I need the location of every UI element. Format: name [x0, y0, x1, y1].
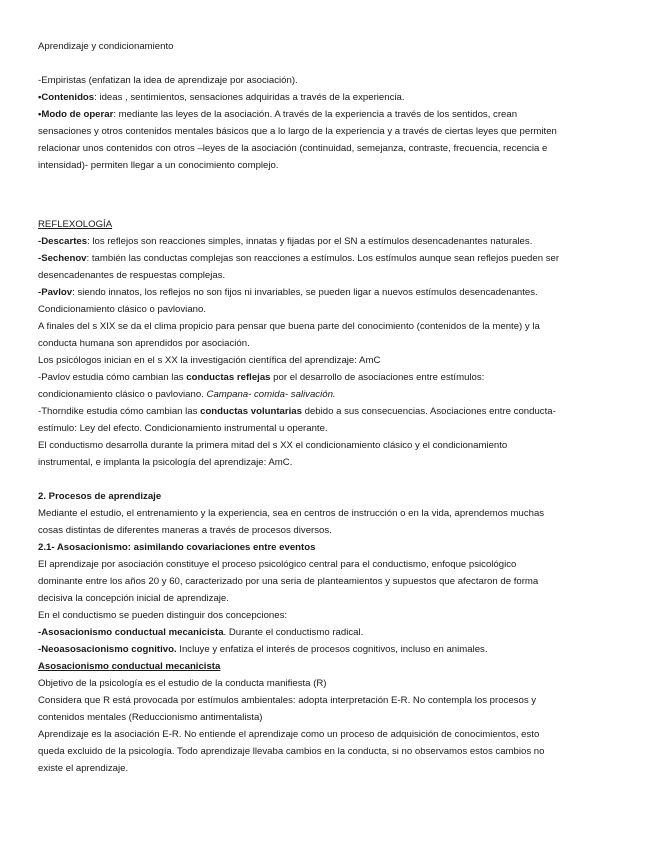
campana-example: Campana- comida- salivación.	[206, 389, 336, 400]
intro-line-empiristas: -Empiristas (enfatizan la idea de aprendizaje por asociación).	[38, 75, 298, 86]
procesos-line-1: Mediante el estudio, el entrenamiento y la experiencia, sea en centros de instrucción o en la vida, aprendemos muchas	[38, 508, 545, 519]
modo-text: : mediante las leyes de la asociación. A través de la experiencia a través de los sentidos, crean	[113, 109, 518, 120]
procesos-line-4: dominante entre los años 20 y 60, caracterizado por una seria de planteamientos y supuestos que afectaron de forma	[38, 576, 539, 587]
reflex-line-8: conducta humana son aprendidos por asociación.	[38, 338, 250, 349]
reflex-line-10a: -Pavlov estudia cómo cambian las	[38, 372, 187, 383]
contenidos-label: •Contenidos	[38, 92, 95, 103]
procesos-line-14: existe el aprendizaje.	[38, 763, 129, 774]
reflex-line-10	[38, 369, 620, 386]
reflex-line-12	[38, 403, 620, 420]
modo-label: •Modo de operar	[38, 109, 114, 120]
descartes-text: : los reflejos son reacciones simples, innatas y fijadas por el SN a estímulos desencadenantes naturales.	[87, 236, 533, 247]
reflex-line-12c: debido a sus consecuencias. Asociaciones entre conducta-	[301, 406, 556, 417]
conductas-reflejas: conductas reflejas	[186, 372, 271, 383]
mecanicista-subheading	[38, 658, 620, 675]
intro-line-contenidos	[38, 89, 620, 106]
procesos-heading	[38, 488, 620, 505]
procesos-line-13: queda excluido de la psicología. Todo aprendizaje llevaba cambios en la conducta, si no observamos estos cambios no	[38, 746, 545, 757]
mecanicista-subheading-text: Asosacionismo conductual mecanicista	[38, 661, 221, 672]
descartes-label: -Descartes	[38, 236, 88, 247]
mecanicista-label: -Asosacionismo conductual mecanicista	[38, 627, 224, 638]
asosacionismo-subheading	[38, 539, 620, 556]
neo-text: Incluye y enfatiza el interés de procesos cognitivos, incluso en animales.	[176, 644, 488, 655]
document-title: Aprendizaje y condicionamiento	[38, 41, 174, 52]
reflex-descartes	[38, 233, 620, 250]
procesos-mecanicista	[38, 624, 620, 641]
pavlov-label: -Pavlov	[38, 287, 73, 298]
procesos-line-6: En el conductismo se pueden distinguir dos concepciones:	[38, 610, 288, 621]
sechenov-text: : también las conductas complejas son reacciones a estímulos. Los estímulos aunque sean reflejos pueden ser	[86, 253, 560, 264]
reflex-line-12a: -Thorndike estudia cómo cambian las	[38, 406, 201, 417]
sechenov-label: -Sechenov	[38, 253, 87, 264]
reflex-line-13: estímulo: Ley del efecto. Condicionamiento instrumental u operante.	[38, 423, 328, 434]
procesos-line-5: decisiva la concepción inicial de aprendizaje.	[38, 593, 229, 604]
reflex-line-11	[38, 386, 620, 403]
reflex-pavlov-cont: Condicionamiento clásico o pavloviano.	[38, 304, 206, 315]
procesos-line-2: cosas distintas de diferentes maneras a través de procesos diversos.	[38, 525, 332, 536]
reflex-sechenov	[38, 250, 620, 267]
procesos-heading-text: 2. Procesos de aprendizaje	[38, 491, 162, 502]
asosacionismo-subheading-text: 2.1- Asosacionismo: asimilando covariaciones entre eventos	[38, 542, 316, 553]
reflex-line-7: A finales del s XIX se da el clima propicio para pensar que buena parte del conocimiento (contenidos de la mente) y la	[38, 321, 540, 332]
reflex-line-9: Los psicólogos inician en el s XX la investigación científica del aprendizaje: AmC	[38, 355, 381, 366]
reflex-line-11a: condicionamiento clásico o pavloviano.	[38, 389, 207, 400]
mecanicista-text: . Durante el conductismo radical.	[223, 627, 364, 638]
contenidos-text: : ideas , sentimientos, sensaciones adquiridas a través de la experiencia.	[94, 92, 405, 103]
reflex-pavlov	[38, 284, 620, 301]
intro-line-6: intensidad)- permiten llegar a un conocimiento complejo.	[38, 160, 279, 171]
reflexologia-heading: REFLEXOLOGÍA	[38, 219, 113, 230]
pavlov-text: : siendo innatos, los reflejos no son fijos ni invariables, se pueden ligar a nuevos estímulos desencadenantes.	[72, 287, 538, 298]
reflex-line-10c: por el desarrollo de asociaciones entre estímulos:	[270, 372, 485, 383]
procesos-line-9: Objetivo de la psicología es el estudio de la conducta manifiesta (R)	[38, 678, 327, 689]
reflex-sechenov-cont: desencadenantes de respuestas complejas.	[38, 270, 226, 281]
reflex-line-14: El conductismo desarrolla durante la primera mitad del s XX el condicionamiento clásico y el condicionamiento	[38, 440, 508, 451]
intro-line-4: sensaciones y otros contenidos mentales básicos que a lo largo de la experiencia y a través de ciertas leyes que permiten	[38, 126, 557, 137]
document-page	[38, 38, 620, 777]
procesos-neo	[38, 641, 620, 658]
procesos-line-10: Considera que R está provocada por estímulos ambientales: adopta interpretación E-R. No contempla los procesos y	[38, 695, 537, 706]
procesos-line-3: El aprendizaje por asociación constituye el proceso psicológico central para el conductismo, enfoque psicológico	[38, 559, 517, 570]
procesos-line-11: contenidos mentales (Reduccionismo antimentalista)	[38, 712, 263, 723]
procesos-line-12: Aprendizaje es la asociación E-R. No entiende el aprendizaje como un proceso de adquisición de conocimientos, esto	[38, 729, 540, 740]
conductas-voluntarias: conductas voluntarias	[200, 406, 302, 417]
intro-line-5: relacionar unos contenidos con otros –leyes de la asociación (continuidad, semejanza, contraste, frecuencia, recencia e	[38, 143, 548, 154]
reflex-line-15: instrumental, e implanta la psicología del aprendizaje: AmC.	[38, 457, 293, 468]
neo-label: -Neoasosacionismo cognitivo.	[38, 644, 177, 655]
intro-line-modo	[38, 106, 620, 123]
